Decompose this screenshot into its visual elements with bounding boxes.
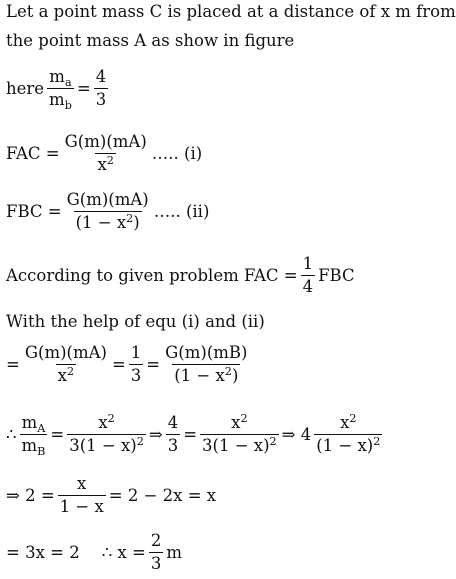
step1-f1-den: $x^2$ [57, 364, 75, 385]
help-text: With the help of equ (i) and (ii) [6, 312, 265, 331]
ratio-numerator: $m_a$ [49, 67, 72, 89]
intro-line-1 [6, 2, 456, 21]
eq2-numerator: G(m)(mA) [66, 190, 149, 209]
condition-text: According to given problem FAC = [6, 266, 298, 286]
step2-f4-num: $x^2$ [231, 411, 248, 432]
eq1-tag: ….. (i) [151, 144, 203, 164]
eq1-denominator: $x^2$ [97, 153, 114, 174]
step-4 [6, 532, 182, 574]
step1-f1-num: G(m)(mA) [24, 343, 107, 362]
ratio-value-den: 3 [95, 89, 107, 109]
step1-eq1: = [111, 355, 126, 375]
condition-den: 4 [302, 276, 314, 296]
step-3 [6, 475, 216, 517]
step2-f5-den: $(1 - x)^2$ [316, 434, 381, 455]
step2-lead: ∴ [6, 425, 17, 445]
intro-text-1: Let a point mass C is placed at a distance of x m from [6, 2, 456, 21]
step2-eq: = [50, 425, 65, 445]
step2-f2-num: $x^2$ [98, 411, 115, 432]
step2-f1-den: $m_B$ [21, 435, 46, 458]
equation-ii [6, 191, 209, 233]
equation-i [6, 133, 202, 175]
step2-fraction-1 [20, 414, 48, 456]
step-2 [6, 411, 385, 458]
step3-num: x [77, 474, 87, 493]
ratio-value-fraction [94, 68, 109, 110]
step2-fraction-5 [314, 411, 382, 456]
ratio-equals: = [76, 79, 91, 99]
step1-f2-num: 1 [130, 343, 142, 362]
step4-unit: m [166, 543, 182, 563]
eq2-fraction [65, 191, 151, 233]
eq1-lhs: FAC = [6, 144, 60, 164]
step4-fraction [149, 532, 164, 574]
step2-arrow-2: ⇒ 4 [281, 425, 312, 445]
eq2-lhs: FBC = [6, 202, 62, 222]
step1-eq2: = [146, 355, 161, 375]
condition-tail: FBC [318, 266, 355, 286]
intro-text-2: the point mass A as show in figure [6, 31, 295, 50]
ratio-denominator: $m_b$ [49, 89, 72, 112]
step-1 [6, 344, 252, 386]
step1-fraction-1 [23, 344, 109, 386]
step2-f1-num: $m_A$ [21, 413, 46, 435]
step2-f2-den: $3(1 - x)^2$ [69, 434, 144, 455]
help-line [6, 312, 265, 331]
step4-therefore: ∴ x = [101, 543, 146, 563]
step2-f5-num: $x^2$ [340, 411, 357, 432]
eq2-denominator: $(1 - x^2)$ [75, 211, 140, 232]
step2-fraction-3 [166, 414, 181, 456]
step1-lead: = [6, 355, 20, 375]
step1-f2-den: 3 [130, 365, 142, 385]
intro-line-2 [6, 31, 294, 50]
mass-ratio-line [6, 68, 111, 110]
step4-den: 3 [150, 553, 162, 573]
step2-f3-num: 4 [167, 413, 179, 432]
step1-f3-num: G(m)(mB) [165, 343, 248, 362]
eq1-numerator: G(m)(mA) [64, 132, 147, 151]
step4-lead: = 3x = 2 [6, 543, 80, 563]
step2-f4-den: $3(1 - x)^2$ [202, 434, 277, 455]
ratio-lead: here [6, 79, 45, 99]
step1-fraction-2 [129, 344, 144, 386]
step1-fraction-3 [163, 344, 249, 386]
step2-f3-den: 3 [167, 435, 179, 455]
ratio-value-num: 4 [95, 67, 107, 86]
step2-fraction-2 [67, 411, 146, 456]
condition-fraction [301, 255, 316, 297]
step2-eq-2: = [183, 425, 198, 445]
condition-line [6, 255, 355, 297]
condition-num: 1 [302, 254, 314, 273]
step1-f3-den: $(1 - x^2)$ [174, 364, 239, 385]
ratio-fraction [47, 68, 74, 110]
step3-lead: ⇒ 2 = [6, 486, 55, 506]
eq1-fraction [63, 133, 149, 175]
step3-fraction [58, 475, 106, 517]
step2-fraction-4 [200, 411, 279, 456]
step2-arrow-1: ⇒ [148, 425, 163, 445]
step3-tail: = 2 − 2x = x [108, 486, 217, 506]
eq2-tag: ….. (ii) [153, 202, 210, 222]
step4-num: 2 [150, 531, 162, 550]
step3-den: 1 − x [59, 496, 104, 516]
